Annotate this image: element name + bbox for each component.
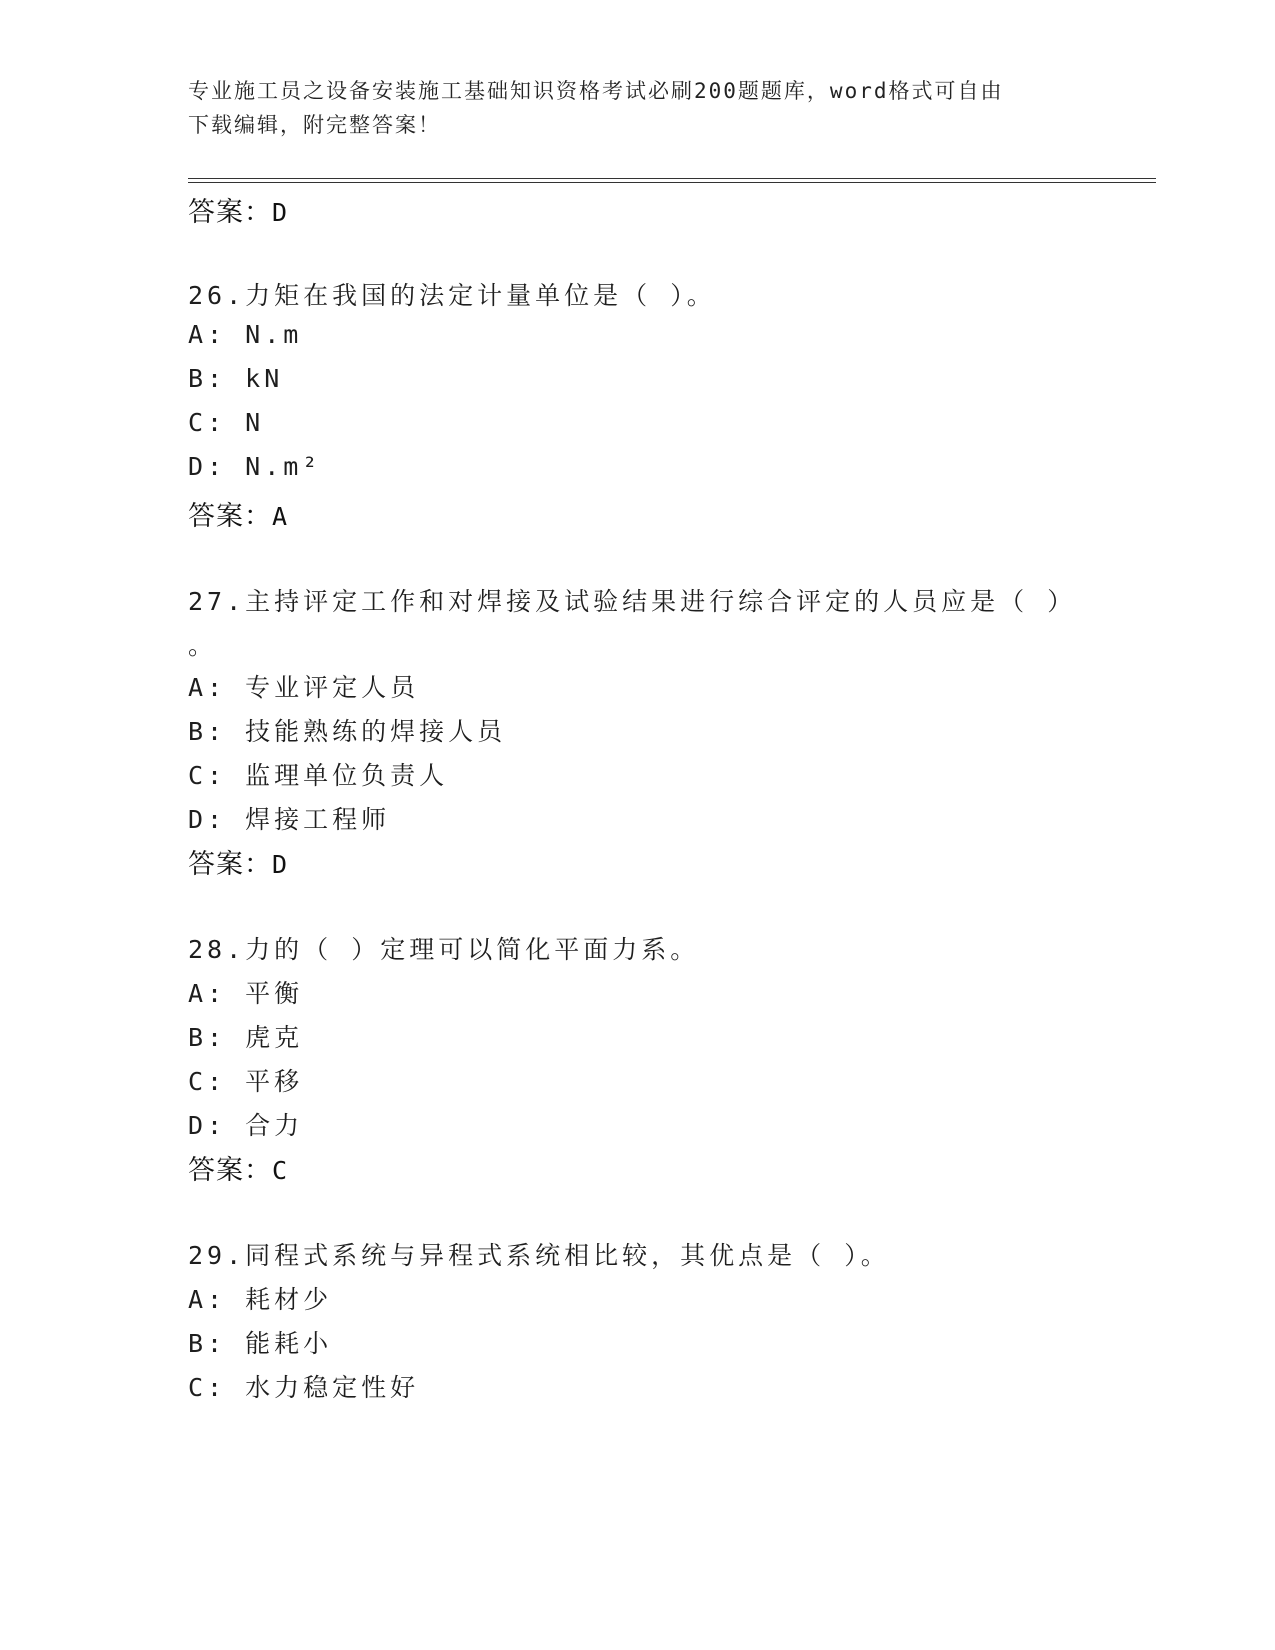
header-line-2: 下载编辑，附完整答案！	[188, 113, 441, 137]
question-26-option-b: B: kN	[188, 364, 284, 393]
question-27-option-b: B: 技能熟练的焊接人员	[188, 717, 507, 746]
answer-value: D	[272, 198, 289, 227]
question-28-option-d: D: 合力	[188, 1111, 304, 1140]
question-27-option-a: A: 专业评定人员	[188, 673, 420, 702]
answer-label: 答案：	[188, 849, 272, 880]
question-29-option-c: C: 水力稳定性好	[188, 1373, 420, 1402]
question-26-option-c: C: N	[188, 408, 265, 437]
question-26-option-a: A: N.m	[188, 320, 303, 349]
header-line-1: 专业施工员之设备安装施工基础知识资格考试必刷200题题库，word格式可自由	[188, 79, 1004, 103]
question-26-answer	[188, 494, 288, 533]
answer-value: D	[272, 850, 289, 879]
question-27-stem: 27.主持评定工作和对焊接及试验结果进行综合评定的人员应是（ ）	[188, 587, 1077, 616]
header-divider-top	[188, 178, 1156, 179]
question-28-answer	[188, 1148, 288, 1187]
question-28-option-c: C: 平移	[188, 1067, 304, 1096]
answer-label: 答案：	[188, 197, 272, 228]
question-29-stem: 29.同程式系统与异程式系统相比较，其优点是（ ）。	[188, 1241, 890, 1270]
question-27-answer	[188, 842, 288, 881]
question-26-option-d: D: N.m²	[188, 452, 322, 481]
question-28-option-b: B: 虎克	[188, 1023, 304, 1052]
question-26-stem: 26.力矩在我国的法定计量单位是（ ）。	[188, 281, 716, 310]
document-header	[188, 74, 1088, 142]
question-27-stem-continuation: 。	[188, 631, 218, 660]
answer-prev	[188, 190, 288, 229]
question-27-option-d: D: 焊接工程师	[188, 805, 391, 834]
question-28-option-a: A: 平衡	[188, 979, 304, 1008]
answer-label: 答案：	[188, 1155, 272, 1186]
answer-value: C	[272, 1156, 289, 1185]
answer-value: A	[272, 502, 289, 531]
question-29-option-a: A: 耗材少	[188, 1285, 333, 1314]
question-28-stem: 28.力的（ ）定理可以简化平面力系。	[188, 935, 700, 964]
question-29-option-b: B: 能耗小	[188, 1329, 333, 1358]
answer-label: 答案：	[188, 501, 272, 532]
question-27-option-c: C: 监理单位负责人	[188, 761, 449, 790]
header-divider-bottom	[188, 182, 1156, 183]
